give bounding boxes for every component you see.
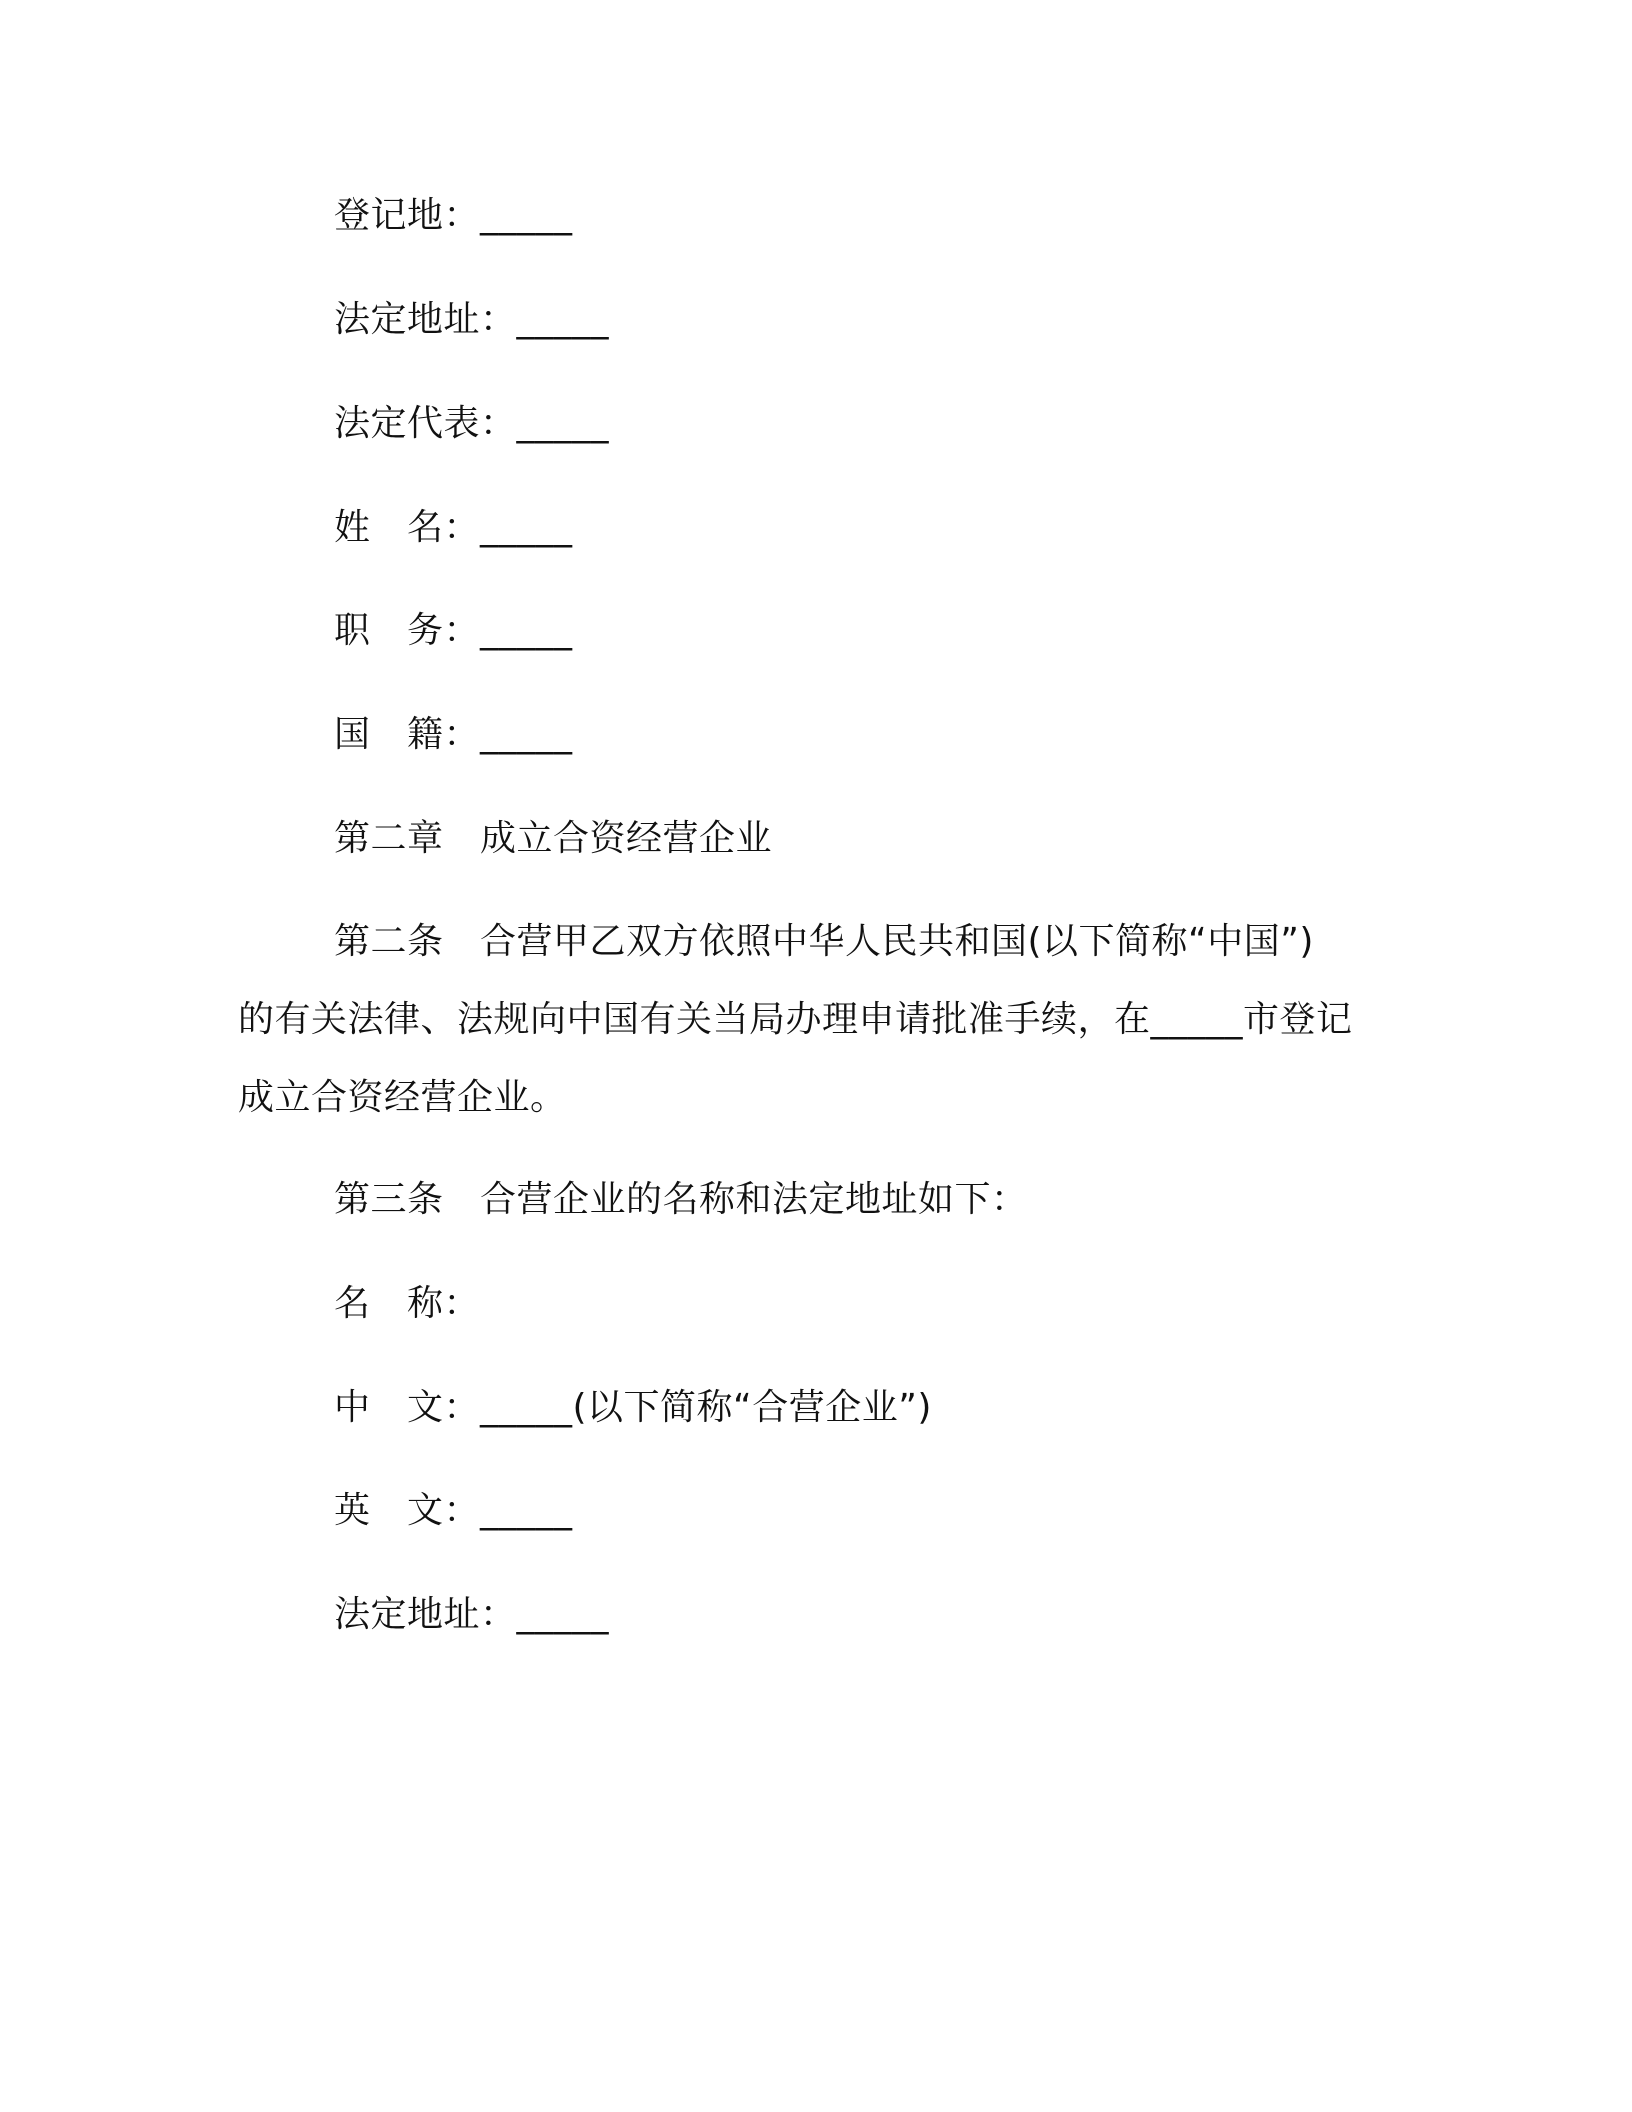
article-two-paragraph xyxy=(238,918,1388,1152)
jv-legal-address-field: 法定地址：_____ xyxy=(334,1594,610,1635)
english-name-field: 英 文：_____ xyxy=(334,1490,573,1531)
position-field: 职 务：_____ xyxy=(334,610,573,651)
chinese-name-field: 中 文：_____(以下简称“合营企业”) xyxy=(334,1387,932,1428)
nationality-field: 国 籍：_____ xyxy=(334,714,573,755)
legal-representative-field: 法定代表：_____ xyxy=(334,403,610,444)
article-three-paragraph: 第三条 合营企业的名称和法定地址如下： xyxy=(334,1179,1028,1220)
chapter-two-heading: 第二章 成立合资经营企业 xyxy=(334,818,773,859)
article-two-line-3: 成立合资经营企业。 xyxy=(238,1077,567,1118)
name-field: 姓 名：_____ xyxy=(334,507,573,548)
company-name-label: 名 称： xyxy=(334,1283,481,1324)
legal-address-field: 法定地址：_____ xyxy=(334,299,610,340)
register-place-field: 登记地：_____ xyxy=(334,195,573,236)
article-two-line-1: 第二条 合营甲乙双方依照中华人民共和国(以下简称“中国”) xyxy=(334,921,1314,962)
article-two-line-2: 的有关法律、法规向中国有关当局办理申请批准手续，在_____市登记 xyxy=(238,999,1353,1040)
